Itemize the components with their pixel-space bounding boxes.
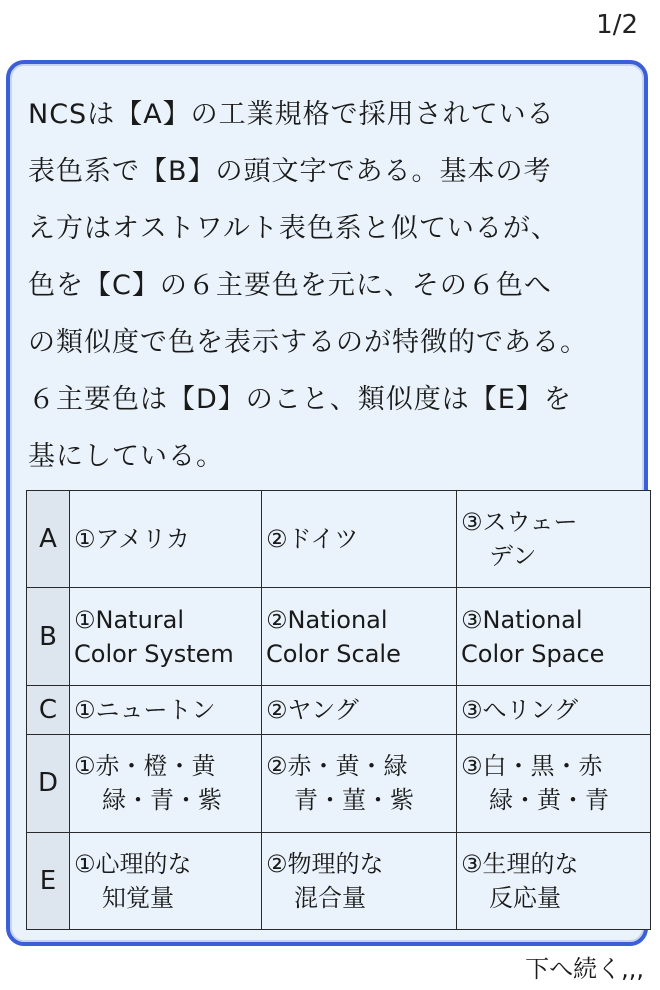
question-card [6,60,648,946]
choice-text: ③白・黒・赤 [461,752,603,781]
question-line: 色を【C】の６主要色を元に、その６色へ [28,270,552,301]
choice-cell[interactable] [457,685,651,734]
choice-text: ①心理的な [74,849,192,878]
continue-note: 下へ続く,,, [525,955,644,983]
choice-text: ②National [266,605,388,634]
row-key: B [27,588,70,685]
choice-text: ②物理的な [266,849,384,878]
option-row-e [27,832,651,929]
choice-text: ②ヤング [266,695,359,724]
choice-text: ①ニュートン [74,695,216,724]
choice-cell[interactable] [262,491,457,588]
option-row-d [27,735,651,832]
choice-text: デン [489,542,537,571]
row-key: D [27,735,70,832]
question-line: NCSは【A】の工業規格で採用されている [28,99,555,130]
question-line: 基にしている。 [28,441,224,472]
choice-cell[interactable] [262,832,457,929]
question-line: 表色系で【B】の頭文字である。基本の考 [28,156,552,187]
choice-cell[interactable] [457,832,651,929]
page-number: 1/2 [596,10,638,40]
choice-text: 青・菫・紫 [294,786,414,815]
option-row-a [27,491,651,588]
question-text [28,86,640,485]
choice-text: 緑・青・紫 [102,786,222,815]
choice-cell[interactable] [70,685,262,734]
choice-text: ③スウェー [461,508,578,537]
choice-text: ③National [461,605,583,634]
choice-text: ①赤・橙・黄 [74,752,216,781]
options-table [26,490,651,930]
choice-text: ②赤・黄・緑 [266,752,408,781]
option-row-c [27,685,651,734]
question-line: ６主要色は【D】のこと、類似度は【E】を [28,384,572,415]
choice-cell[interactable] [457,491,651,588]
choice-cell[interactable] [457,735,651,832]
choice-cell[interactable] [70,491,262,588]
row-key: C [27,685,70,734]
choice-cell[interactable] [70,832,262,929]
choice-text: ③へリング [461,695,579,724]
choice-text: 緑・黄・青 [489,786,609,815]
choice-text: ②ドイツ [266,525,359,554]
row-key: E [27,832,70,929]
choice-text: Color System [74,639,234,668]
choice-cell[interactable] [70,735,262,832]
choice-cell[interactable] [70,588,262,685]
row-key: A [27,491,70,588]
question-line: の類似度で色を表示するのが特徴的である。 [28,327,588,358]
choice-cell[interactable] [457,588,651,685]
option-row-b [27,588,651,685]
choice-text: Color Scale [266,639,401,668]
choice-text: Color Space [461,639,605,668]
choice-text: ①Natural [74,605,185,634]
choice-text: ③生理的な [461,849,579,878]
choice-text: ①アメリカ [74,525,190,554]
choice-cell[interactable] [262,685,457,734]
choice-text: 反応量 [489,883,561,912]
choice-cell[interactable] [262,735,457,832]
question-line: え方はオストワルト表色系と似ているが、 [28,213,559,244]
choice-text: 混合量 [294,883,366,912]
choice-cell[interactable] [262,588,457,685]
choice-text: 知覚量 [102,883,174,912]
